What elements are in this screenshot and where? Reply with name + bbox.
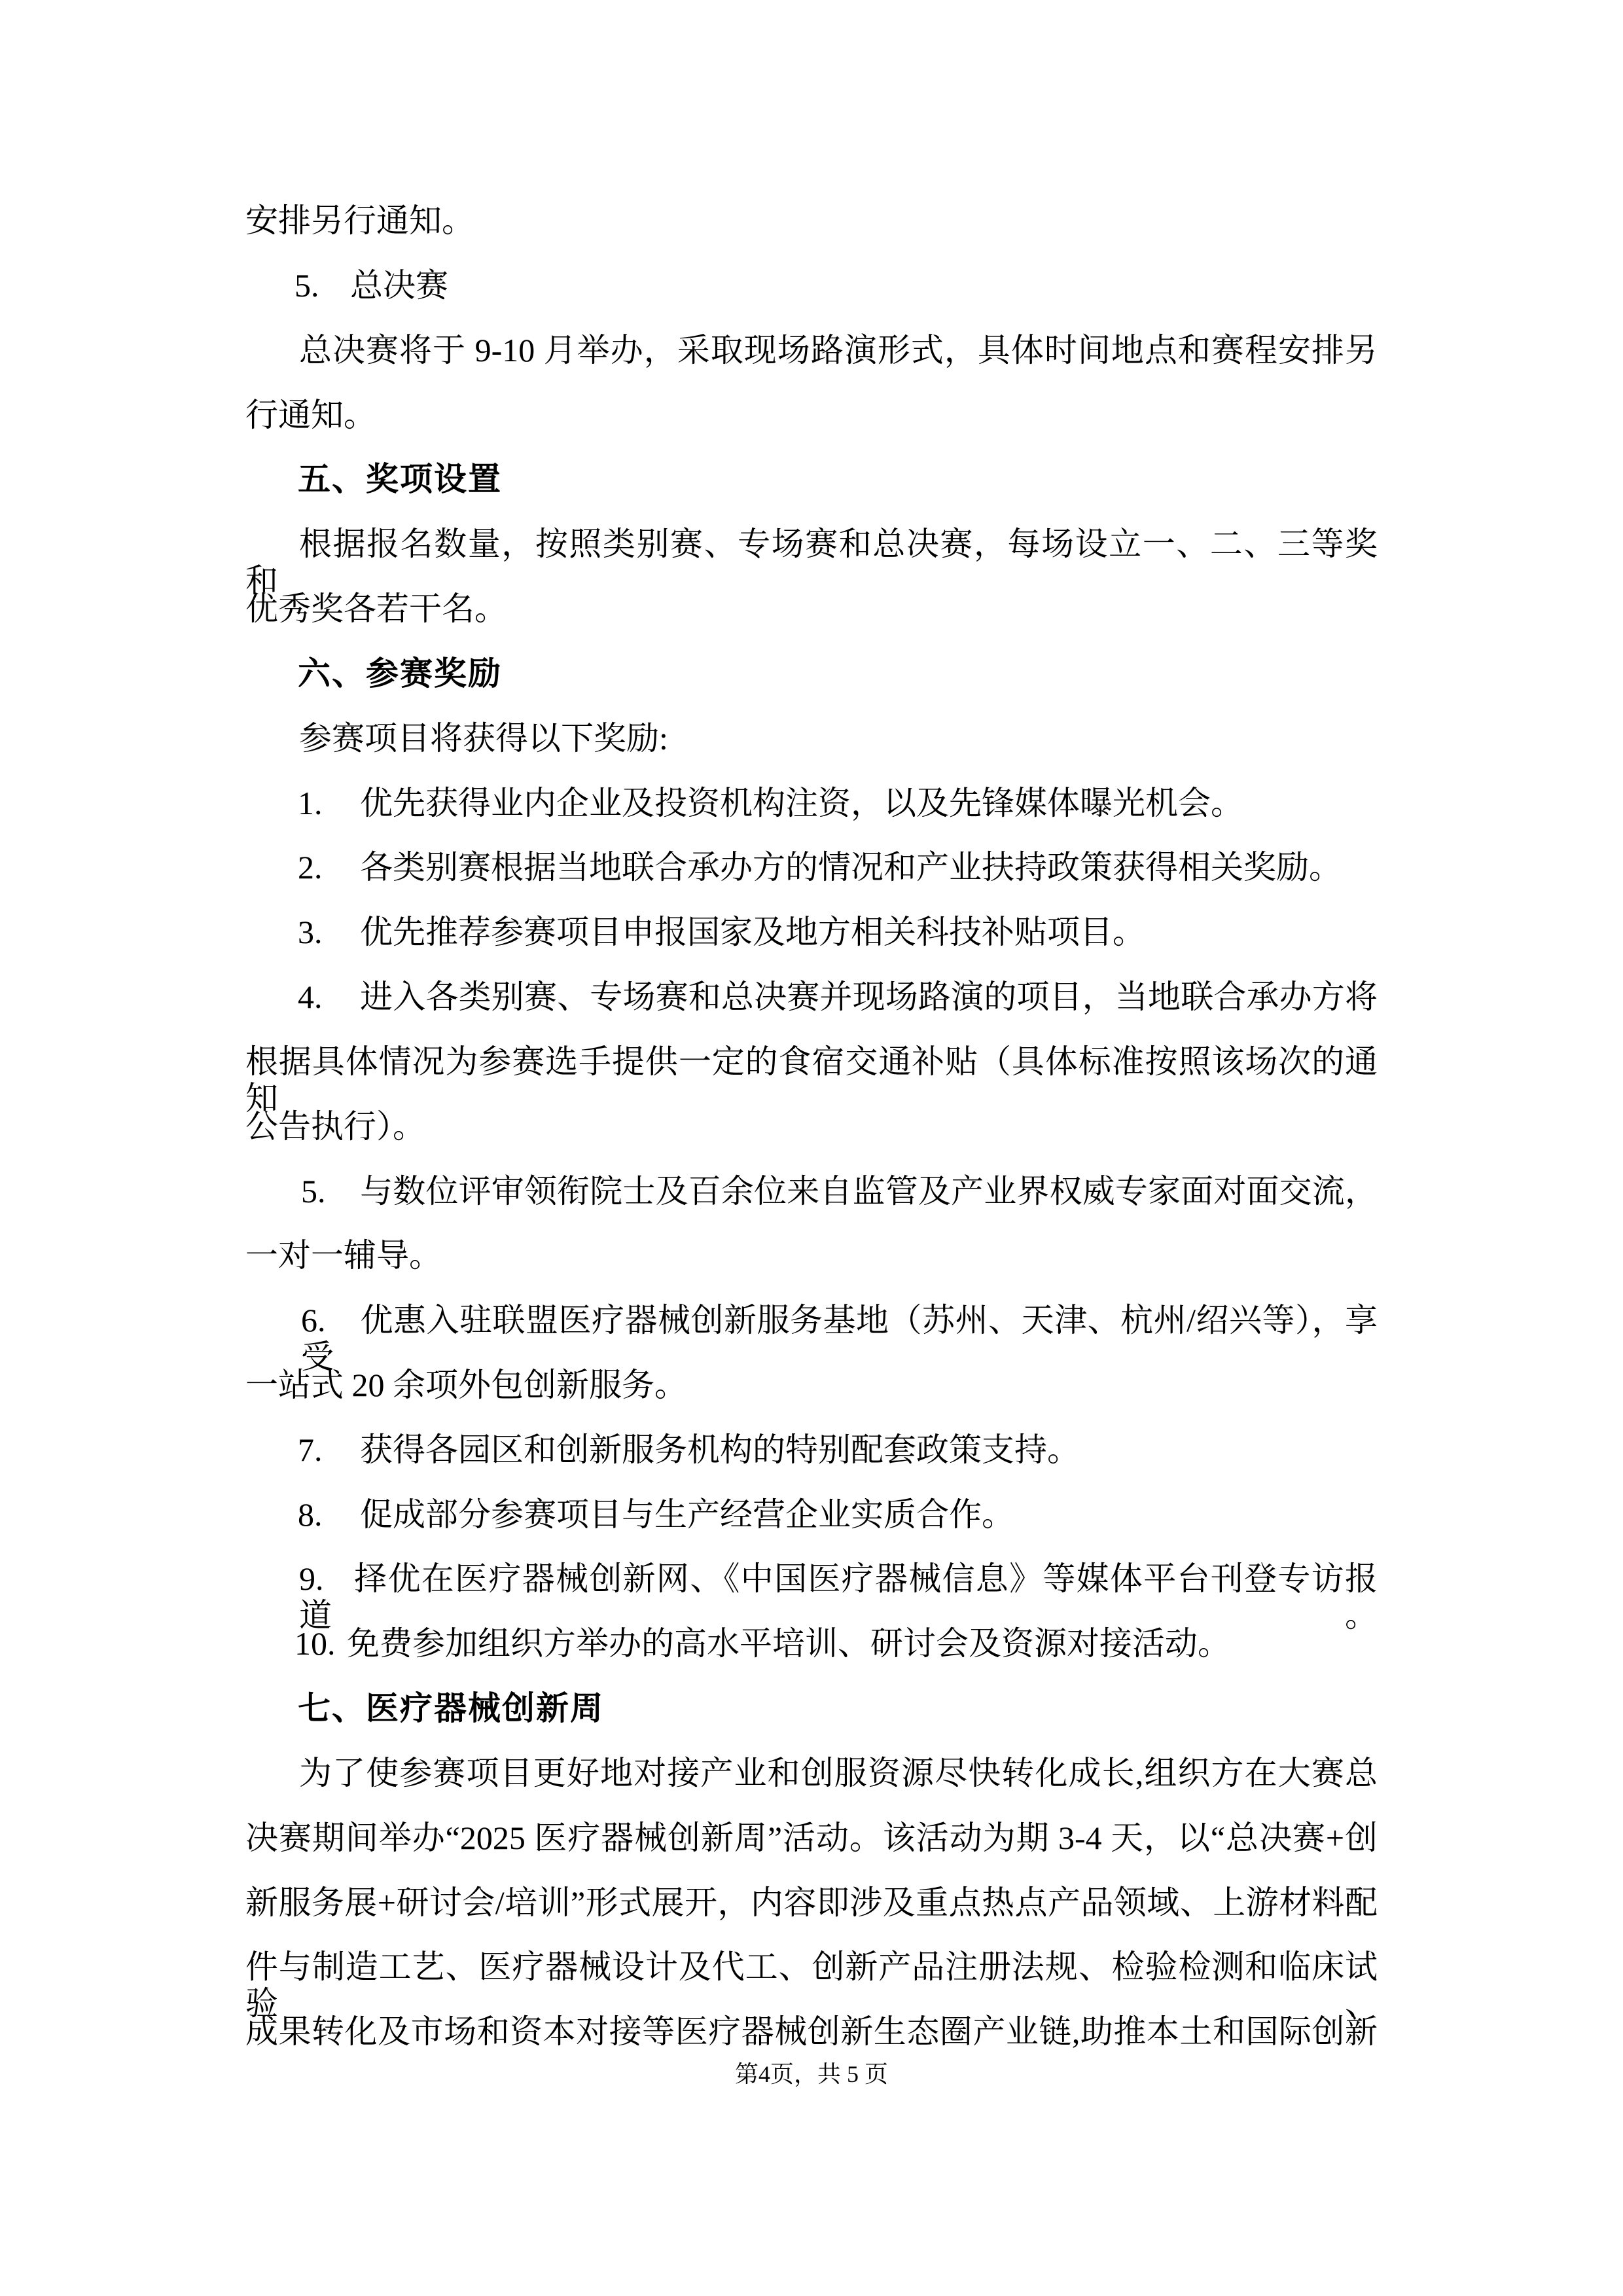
body-line-continuation: 一对一辅导。 (245, 1237, 442, 1274)
page-number: 第4页，共 5 页 (734, 2061, 888, 2087)
list-item-text: 总决赛 (350, 267, 448, 304)
list-item-number: 10. (294, 1625, 336, 1662)
section-heading-rewards: 六、参赛奖励 (298, 655, 502, 692)
body-line: 为了使参赛项目更好地对接产业和创服资源尽快转化成长,组织方在大赛总 (299, 1755, 1378, 1791)
list-item-9 (245, 1560, 1378, 1634)
section-heading-awards: 五、奖项设置 (298, 461, 502, 497)
body-line-continuation: 行通知。 (245, 397, 376, 433)
list-item-text: 与数位评审领衔院士及百余位来自监管及产业界权威专家面对面交流， (360, 1173, 1378, 1210)
list-item-5 (245, 1173, 1378, 1210)
list-item-number: 8. (298, 1496, 323, 1533)
list-item-number: 4. (298, 978, 323, 1015)
list-item-number: 9. (299, 1560, 324, 1597)
list-item-text: 进入各类别赛、专场赛和总决赛并现场路演的项目，当地联合承办方将 (360, 978, 1378, 1015)
list-item-number: 1. (298, 785, 323, 821)
body-line-continuation: 新服务展+研讨会/培训”形式展开，内容即涉及重点热点产品领域、上游材料配 (245, 1884, 1378, 1921)
list-item-3 (245, 914, 1145, 950)
list-item-number: 2. (298, 849, 323, 886)
list-item-number: 5. (294, 267, 319, 304)
list-item-number: 3. (298, 914, 323, 950)
list-item-text: 促成部分参赛项目与生产经营企业实质合作。 (360, 1496, 1014, 1533)
list-item-text: 获得各园区和创新服务机构的特别配套政策支持。 (360, 1431, 1080, 1468)
list-item-1 (245, 785, 1243, 821)
list-item-text: 优先推荐参赛项目申报国家及地方相关科技补贴项目。 (360, 914, 1145, 950)
list-item-10 (245, 1625, 1230, 1662)
list-item-text: 优先获得业内企业及投资机构注资，以及先锋媒体曝光机会。 (360, 785, 1243, 821)
list-item-text: 各类别赛根据当地联合承办方的情况和产业扶持政策获得相关奖励。 (360, 849, 1342, 886)
section-heading-innovation-week: 七、医疗器械创新周 (298, 1690, 604, 1727)
list-item-2 (245, 849, 1342, 886)
list-item-number: 5. (301, 1173, 326, 1210)
body-line-continuation: 根据具体情况为参赛选手提供一定的食宿交通补贴（具体标准按照该场次的通知 (245, 1043, 1378, 1117)
body-line-continuation: 一站式 20 余项外包创新服务。 (245, 1367, 687, 1403)
body-line-continuation: 决赛期间举办“2025 医疗器械创新周”活动。该活动为期 3-4 天，以“总决赛+创 (245, 1820, 1378, 1856)
list-item-text: 免费参加组织方举办的高水平培训、研讨会及资源对接活动。 (347, 1625, 1230, 1662)
body-line-continuation: 成果转化及市场和资本对接等医疗器械创新生态圈产业链,助推本土和国际创新 (245, 2013, 1378, 2050)
body-line-continuation: 安排另行通知。 (245, 202, 474, 239)
body-line-continuation: 公告执行）。 (245, 1108, 425, 1145)
list-item-text: 优惠入驻联盟医疗器械创新服务基地（苏州、天津、杭州/绍兴等），享受 (301, 1302, 1378, 1375)
list-item-6 (245, 1302, 1378, 1375)
list-item-final-round (245, 267, 448, 304)
list-item-number: 7. (298, 1431, 323, 1468)
body-line-continuation: 优秀奖各若干名。 (245, 590, 507, 627)
body-line: 总决赛将于 9-10 月举办，采取现场路演形式，具体时间地点和赛程安排另 (299, 332, 1378, 368)
list-item-8 (245, 1496, 1014, 1533)
list-item-text: 择优在医疗器械创新网、《中国医疗器械信息》等媒体平台刊登专访报道。 (299, 1560, 1378, 1634)
body-line-continuation: 件与制造工艺、医疗器械设计及代工、创新产品注册法规、检验检测和临床试验、 (245, 1948, 1378, 2022)
body-line: 根据报名数量，按照类别赛、专场赛和总决赛，每场设立一、二、三等奖和 (245, 526, 1378, 599)
list-item-4 (245, 978, 1378, 1015)
list-item-number: 6. (301, 1302, 326, 1338)
list-item-7 (245, 1431, 1080, 1468)
body-line-intro: 参赛项目将获得以下奖励: (299, 720, 668, 757)
